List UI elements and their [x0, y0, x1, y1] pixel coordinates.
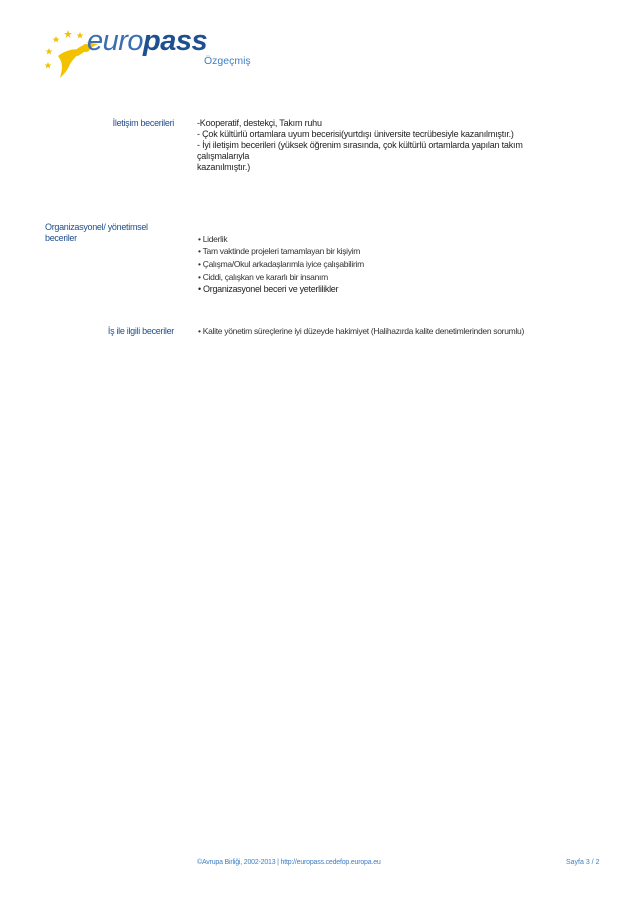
footer-page-number: Sayfa 3 / 2: [566, 859, 600, 866]
organisational-item: • Ciddi, çalışkan ve kararlı bir insanım: [198, 272, 328, 282]
job-related-skills-label: İş ile ilgili beceriler: [107, 326, 174, 336]
organisational-item: • Liderlik: [198, 234, 228, 244]
communication-skills-label: İletişim becerileri: [112, 118, 174, 128]
organisational-skills-label-line2: beceriler: [45, 233, 77, 243]
footer-copyright: ©Avrupa Birliği, 2002-2013 | http://europass.cedefop.europa.eu: [197, 859, 381, 866]
organisational-item: • Organizasyonel beceri ve yeterlilikler: [198, 284, 339, 294]
europass-wordmark: [87, 25, 207, 58]
job-related-item: • Kalite yönetim süreçlerine iyi düzeyde hakimiyet (Halihazırda kalite denetimlerinden sorumlu): [198, 326, 524, 336]
europass-logo: [44, 25, 208, 82]
communication-skills-content: [197, 118, 523, 173]
communication-line: -Kooperatif, destekçi, Takım ruhu: [197, 118, 322, 128]
communication-line: - Çok kültürlü ortamlara uyum becerisi(yurtdışı üniversite tecrübesiyle kazanılmıştır.): [197, 129, 514, 139]
document-title: Özgeçmiş: [204, 55, 251, 67]
logo-text-pass: pass: [143, 25, 208, 57]
communication-line: kazanılmıştır.): [197, 162, 251, 172]
communication-line: çalışmalarıyla: [197, 151, 250, 161]
organisational-skills-label-line1: Organizasyonel/ yönetimsel: [45, 222, 148, 232]
organisational-item: • Çalışma/Okul arkadaşlarımla iyice çalışabilirim: [198, 259, 364, 269]
communication-line: - İyi iletişim becerileri (yüksek öğrenim sırasında, çok kültürlü ortamlarda yapılan takım: [197, 140, 523, 150]
organisational-item: • Tam vaktinde projeleri tamamlayan bir kişiyim: [198, 246, 361, 256]
logo-text-euro: euro: [87, 25, 144, 57]
